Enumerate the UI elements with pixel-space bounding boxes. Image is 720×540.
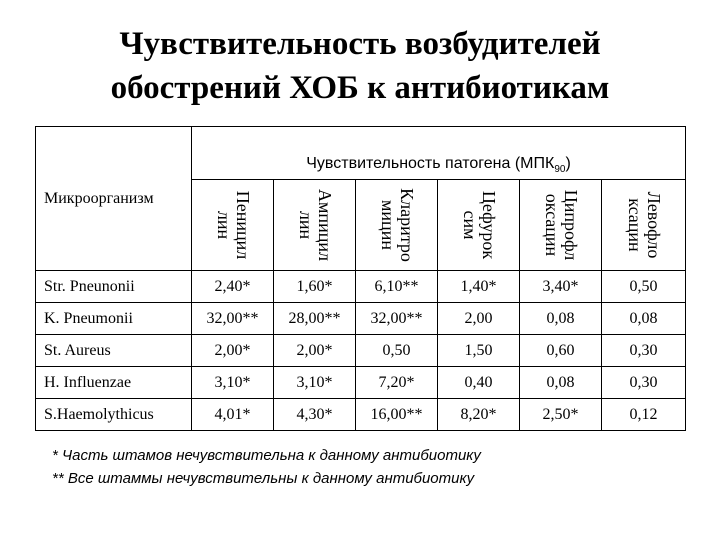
mic-value-cell: 0,50 [356, 335, 438, 367]
mic-value-cell: 4,30* [274, 399, 356, 431]
mic-value-cell: 2,00* [274, 335, 356, 367]
mic-value-cell: 0,30 [602, 335, 686, 367]
mic-value-cell: 3,10* [274, 367, 356, 399]
antibiotic-label: Левофло ксацин [624, 191, 664, 259]
group-header-subscript: 90 [554, 164, 566, 175]
antibiotic-label: Пеницил лин [213, 190, 253, 260]
antibiotic-header [520, 180, 602, 271]
footnote-all: ** Все штаммы нечувствительны к данному антибиотику [52, 470, 475, 487]
antibiotic-header [602, 180, 686, 271]
microorganism-name: H. Influenzae [36, 367, 192, 399]
page-title [0, 22, 720, 110]
mic-value-cell: 32,00** [192, 303, 274, 335]
mic-value-cell: 0,60 [520, 335, 602, 367]
antibiotic-header [438, 180, 520, 271]
mic-value-cell: 0,40 [438, 367, 520, 399]
mic-value-cell: 0,30 [602, 367, 686, 399]
group-header-text: Чувствительность патогена (МПК [306, 154, 555, 172]
mic-value-cell: 0,08 [520, 367, 602, 399]
table-row [36, 399, 686, 431]
mic-value-cell: 0,50 [602, 271, 686, 303]
mic-value-cell: 2,50* [520, 399, 602, 431]
mic-value-cell: 3,40* [520, 271, 602, 303]
mic-value-cell: 0,12 [602, 399, 686, 431]
antibiotic-label: Кларитро мицин [377, 188, 417, 262]
mic-value-cell: 28,00** [274, 303, 356, 335]
table-row [36, 367, 686, 399]
table-row [36, 335, 686, 367]
mic-value-cell: 4,01* [192, 399, 274, 431]
mic-value-cell: 2,40* [192, 271, 274, 303]
mic-value-cell: 32,00** [356, 303, 438, 335]
mic-value-cell: 2,00 [438, 303, 520, 335]
mic-value-cell: 0,08 [602, 303, 686, 335]
antibiotic-label: Цефурок сим [459, 190, 499, 260]
title-line-1: Чувствительность возбудителей [119, 26, 601, 62]
mic-value-cell: 0,08 [520, 303, 602, 335]
microorganism-header: Микроорганизм [36, 127, 192, 271]
microorganism-name: S.Haemolythicus [36, 399, 192, 431]
antibiotic-header [356, 180, 438, 271]
antibiotic-label: Ципрофл оксацин [541, 189, 581, 261]
microorganism-name: K. Pneumonii [36, 303, 192, 335]
group-header-end: ) [565, 154, 571, 172]
mic-value-cell: 1,50 [438, 335, 520, 367]
mic-value-cell: 1,40* [438, 271, 520, 303]
title-line-2: обострений ХОБ к антибиотикам [110, 70, 610, 106]
mic-value-cell: 2,00* [192, 335, 274, 367]
mic-value-cell: 7,20* [356, 367, 438, 399]
mic-value-cell: 16,00** [356, 399, 438, 431]
mic-value-cell: 8,20* [438, 399, 520, 431]
sensitivity-table [35, 126, 686, 431]
antibiotic-label: Ампицил лин [295, 189, 335, 261]
microorganism-name: St. Aureus [36, 335, 192, 367]
antibiotic-header [274, 180, 356, 271]
table-row [36, 271, 686, 303]
microorganism-name: Str. Pneunonii [36, 271, 192, 303]
mic-value-cell: 1,60* [274, 271, 356, 303]
mic-value-cell: 6,10** [356, 271, 438, 303]
footnote-partial: * Часть штамов нечувствительна к данному антибиотику [52, 447, 481, 464]
pathogen-sensitivity-header [192, 127, 686, 180]
antibiotic-header [192, 180, 274, 271]
mic-value-cell: 3,10* [192, 367, 274, 399]
table-row [36, 303, 686, 335]
